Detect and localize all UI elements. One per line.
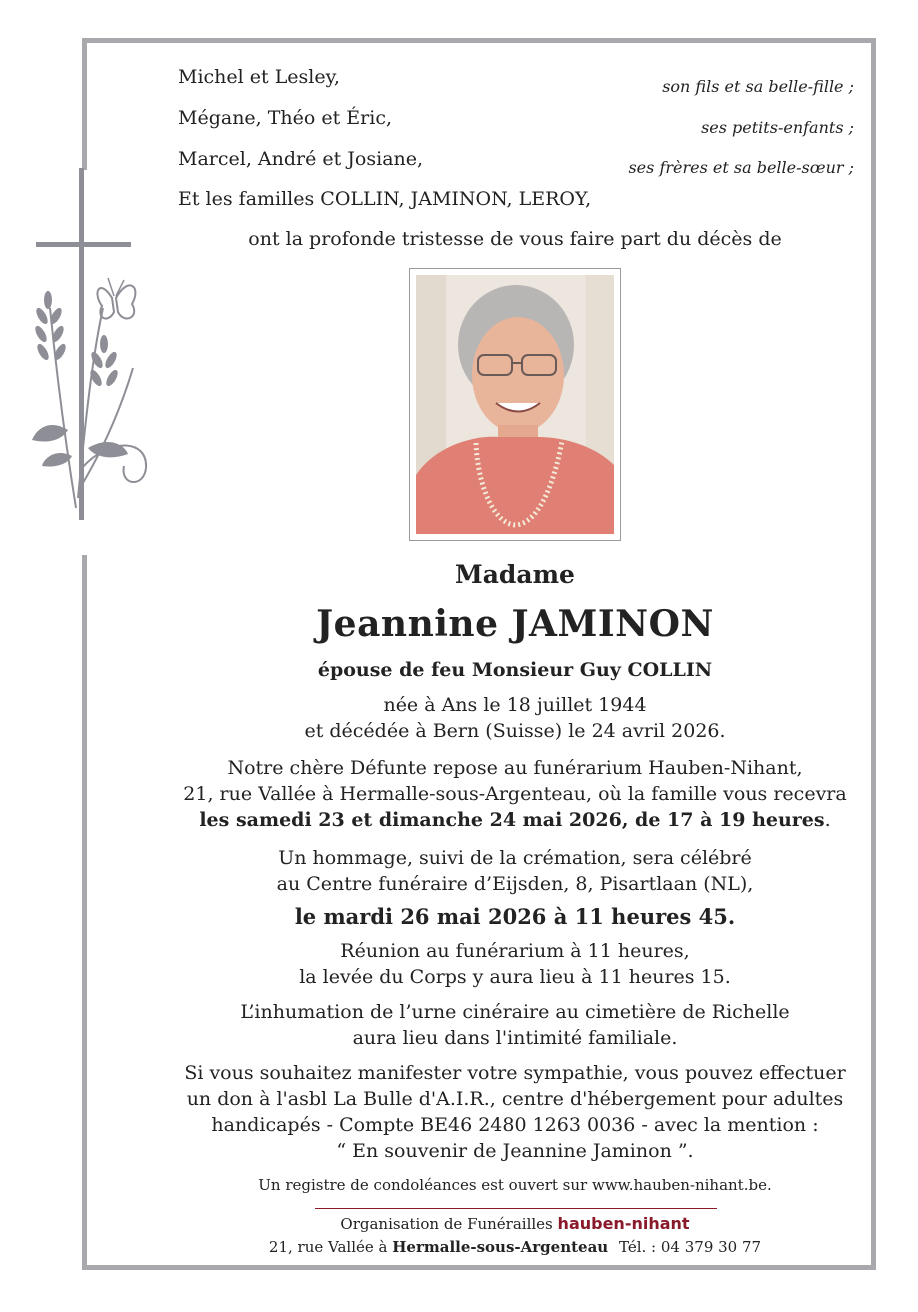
deceased-name: Jeannine JAMINON	[316, 603, 714, 645]
burial-line-1: L’inhumation de l’urne cinéraire au cimetière de Richelle	[240, 1001, 790, 1023]
family-name: Mégane, Théo et Éric,	[178, 107, 393, 129]
family-relation: ses frères et sa belle-sœur ;	[628, 158, 854, 177]
donation-line-1: Si vous souhaitez manifester votre sympathie, vous pouvez effectuer	[184, 1062, 846, 1084]
family-name: Et les familles COLLIN, JAMINON, LEROY,	[178, 188, 592, 210]
address-prefix: 21, rue Vallée à	[268, 1238, 393, 1256]
donation-line-3: handicapés - Compte BE46 2480 1263 0036 - avec la mention :	[211, 1114, 819, 1136]
intro-text: ont la profonde tristesse de vous faire part du décès de	[248, 228, 782, 250]
gathering-line-1: Réunion au funérarium à 11 heures,	[340, 940, 690, 962]
birth-line: née à Ans le 18 juillet 1944	[383, 694, 647, 716]
burial-line-2: aura lieu dans l'intimité familiale.	[352, 1027, 678, 1049]
family-relation: son fils et sa belle-fille ;	[662, 77, 854, 96]
deceased-title: Madame	[455, 560, 575, 589]
donation-block	[160, 1060, 870, 1164]
donation-line-2: un don à l'asbl La Bulle d'A.I.R., centre d'hébergement pour adultes	[186, 1088, 844, 1110]
footer-address	[160, 1238, 870, 1256]
visitation-block	[160, 755, 870, 833]
family-relation: ses petits-enfants ;	[701, 118, 854, 137]
brand-logo: hauben-nihant	[557, 1214, 690, 1233]
ceremony-block	[160, 845, 870, 931]
ceremony-date: le mardi 26 mai 2026 à 11 heures 45.	[294, 904, 736, 929]
death-line: et décédée à Bern (Suisse) le 24 avril 2026.	[304, 720, 726, 742]
condolence-register: Un registre de condoléances est ouvert sur www.hauben-nihant.be.	[258, 1176, 772, 1194]
gathering-block	[160, 938, 870, 990]
burial-block	[160, 999, 870, 1051]
phone: Tél. : 04 379 30 77	[619, 1238, 762, 1256]
birth-death-block	[160, 692, 870, 744]
family-name: Michel et Lesley,	[178, 66, 340, 88]
portrait-photo	[416, 275, 614, 534]
footer-organisation	[160, 1214, 870, 1233]
visitation-line-1: Notre chère Défunte repose au funérarium Hauben-Nihant,	[227, 757, 803, 779]
address-city: Hermalle-sous-Argenteau	[392, 1238, 609, 1256]
gathering-line-2: la levée du Corps y aura lieu à 11 heures 15.	[299, 966, 731, 988]
footer-divider	[315, 1208, 717, 1209]
cross-wheat-butterfly-icon	[28, 168, 158, 528]
org-label: Organisation de Funérailles	[340, 1215, 553, 1233]
donation-line-4: “ En souvenir de Jeannine Jaminon ”.	[336, 1140, 694, 1162]
portrait-frame	[409, 268, 621, 541]
ceremony-line-2: au Centre funéraire d’Eijsden, 8, Pisartlaan (NL),	[276, 873, 754, 895]
visitation-line-2: 21, rue Vallée à Hermalle-sous-Argenteau, où la famille vous recevra	[183, 783, 847, 805]
visitation-dates: les samedi 23 et dimanche 24 mai 2026, de 17 à 19 heures	[199, 809, 825, 831]
family-name: Marcel, André et Josiane,	[178, 148, 424, 170]
deceased-spouse: épouse de feu Monsieur Guy COLLIN	[317, 659, 713, 681]
visitation-dates-end: .	[824, 809, 831, 831]
ceremony-line-1: Un hommage, suivi de la crémation, sera célébré	[278, 847, 752, 869]
